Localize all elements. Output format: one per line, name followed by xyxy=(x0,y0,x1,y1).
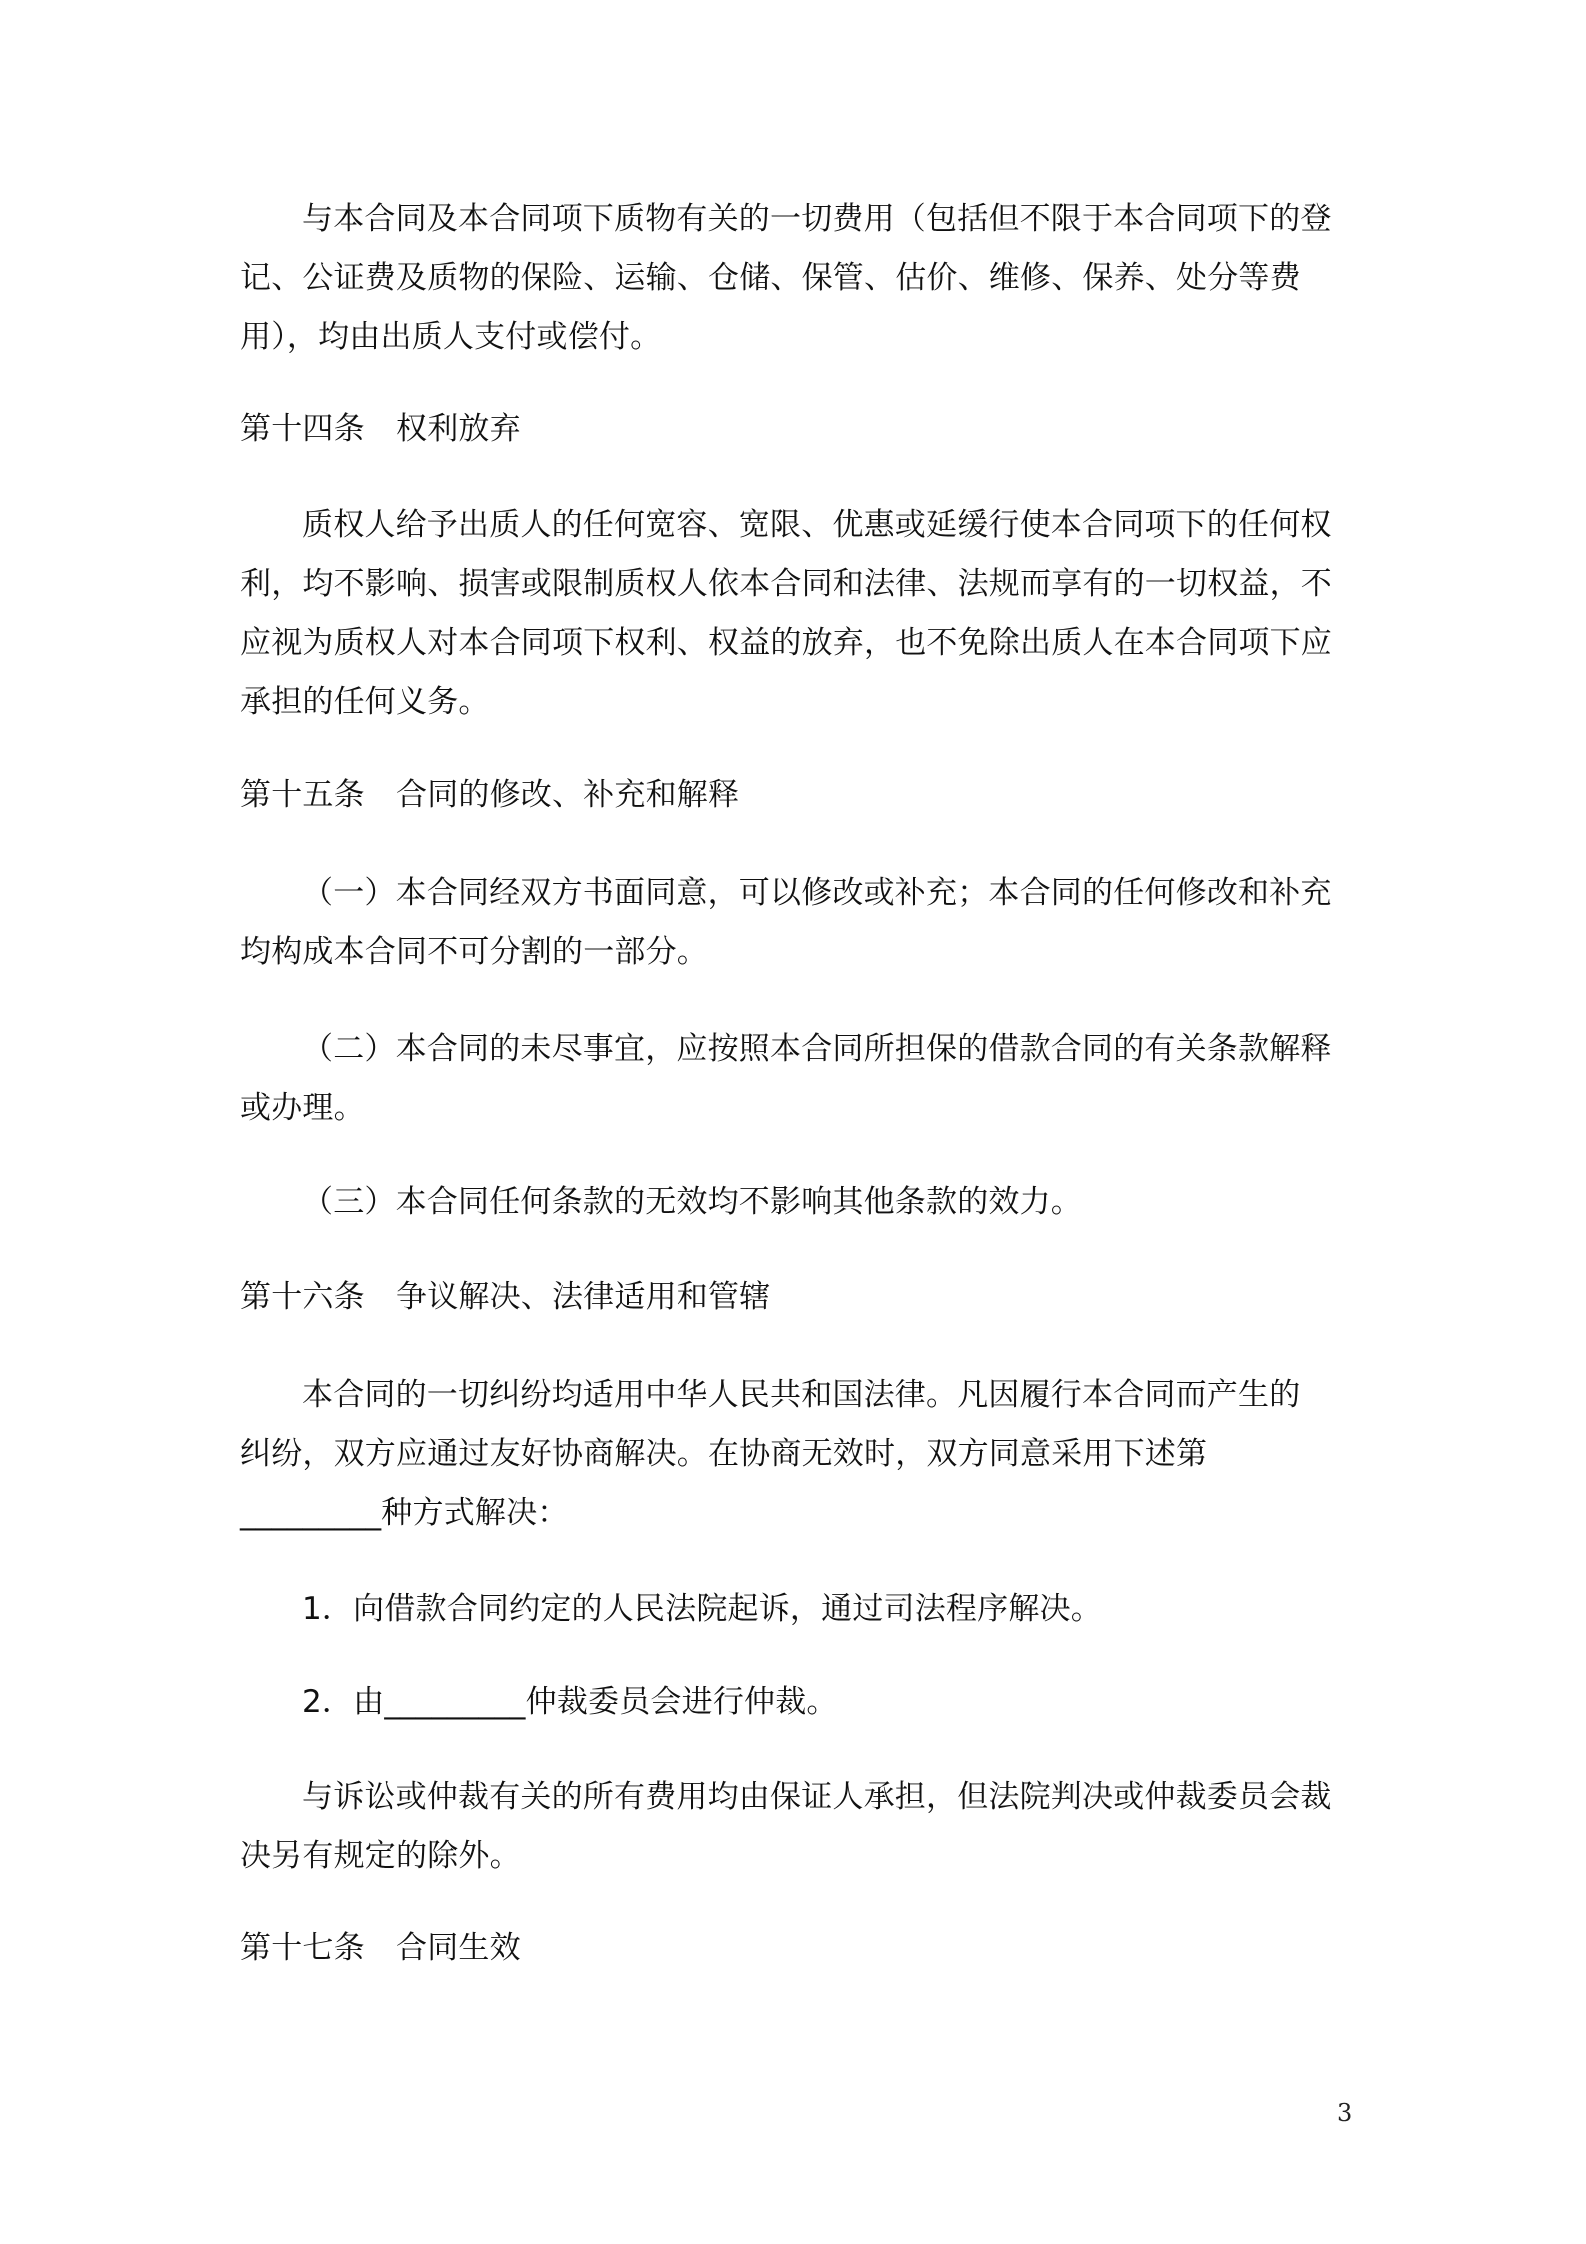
article-16-heading: 第十六条 争议解决、法律适用和管辖 xyxy=(240,1279,771,1315)
amendment-paragraph: （一）本合同经双方书面同意，可以修改或补充；本合同的任何修改和补充均构成本合同不可分割的一部分。 xyxy=(240,875,1332,970)
dispute-option-2: 2．由_________仲裁委员会进行仲裁。 xyxy=(302,1684,838,1720)
waiver-paragraph: 质权人给予出质人的任何宽容、宽限、优惠或延缓行使本合同项下的任何权利，均不影响、损害或限制质权人依本合同和法律、法规而享有的一切权益，不应视为质权人对本合同项下权利、权益的放弃，也不免除出质人在本合同项下应承担的任何义务。 xyxy=(240,507,1332,720)
article-14-heading: 第十四条 权利放弃 xyxy=(240,411,521,447)
validity-paragraph: （三）本合同任何条款的无效均不影响其他条款的效力。 xyxy=(302,1184,1082,1220)
dispute-line-1: 本合同的一切纠纷均适用中华人民共和国法律。凡因履行本合同而产生的 xyxy=(302,1377,1301,1413)
fees-paragraph: 与本合同及本合同项下质物有关的一切费用（包括但不限于本合同项下的登记、公证费及质物的保险、运输、仓储、保管、估价、维修、保养、处分等费用），均由出质人支付或偿付。 xyxy=(240,201,1332,355)
dispute-line-2: 纠纷，双方应通过友好协商解决。在协商无效时，双方同意采用下述第 xyxy=(240,1436,1208,1472)
dispute-option-1: 1．向借款合同约定的人民法院起诉，通过司法程序解决。 xyxy=(302,1591,1102,1627)
article-17-heading: 第十七条 合同生效 xyxy=(240,1930,521,1966)
article-15-heading: 第十五条 合同的修改、补充和解释 xyxy=(240,777,740,813)
costs-paragraph: 与诉讼或仲裁有关的所有费用均由保证人承担，但法院判决或仲裁委员会裁决另有规定的除外。 xyxy=(240,1779,1332,1874)
interpretation-paragraph: （二）本合同的未尽事宜，应按照本合同所担保的借款合同的有关条款解释或办理。 xyxy=(240,1031,1332,1126)
dispute-line-3: _________种方式解决： xyxy=(240,1495,569,1531)
page-number: 3 xyxy=(1337,2099,1353,2127)
